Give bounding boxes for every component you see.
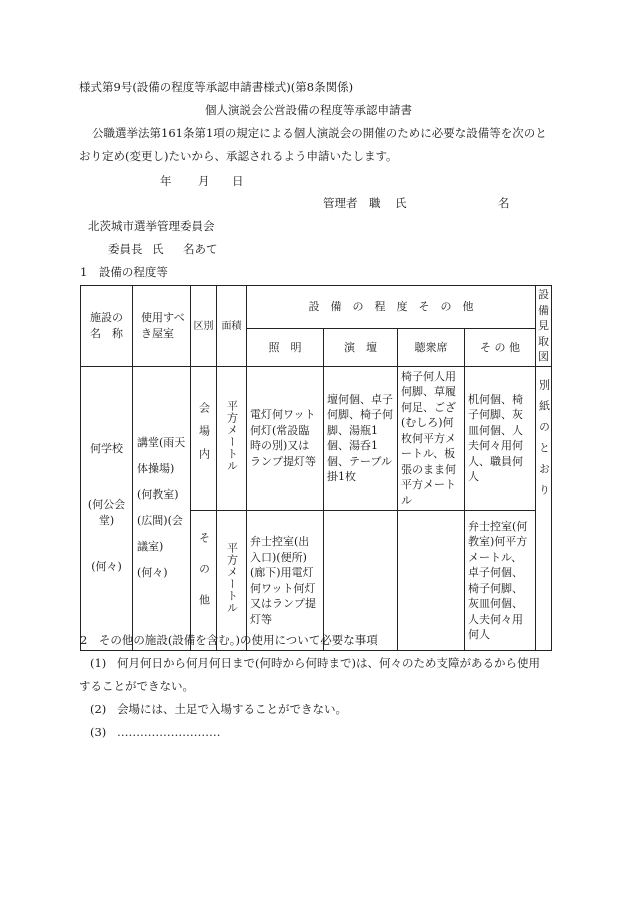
manager-label: 管理者 (323, 196, 358, 210)
chairman-surname: 氏 (152, 242, 164, 256)
item-2-text: 会場には、土足で入場することができない。 (117, 702, 347, 716)
date-day: 日 (232, 174, 244, 188)
row-venue-podium: 壇何個、卓子何脚、椅子何脚、湯瓶1個、湯呑1個、テーブル掛1枚 (324, 366, 398, 511)
row-venue-other: 机何個、椅子何脚、灰皿何個、人夫何々用何人、職員何人 (465, 366, 536, 511)
manager-given: 名 (498, 196, 510, 210)
facility-school: 何学校 (90, 442, 123, 456)
item-3-text: ……………………… (117, 725, 221, 739)
facility-other: (何々) (91, 560, 122, 574)
row-venue-seating: 椅子何人用何脚、草履何足、ござ(むしろ)何枚何平方メートル、板張のまま何平方メートル (398, 366, 465, 511)
section-1-heading: 1 設備の程度等 (80, 265, 168, 279)
row-venue-lighting: 電灯何ワット何灯(常設臨時の別)又はランプ提灯等 (247, 366, 324, 511)
header-seating: 聴衆席 (398, 329, 465, 366)
diagram-cell: 別紙のとおり (536, 366, 552, 651)
form-label: 様式第9号(設備の程度等承認申請書様式)(第8条関係) (79, 80, 354, 94)
page-title: 個人演説会公営設備の程度等承認申請書 (205, 103, 412, 117)
section-2-heading: 2 その他の施設(設備を含む。)の使用について必要な事項 (80, 633, 378, 647)
row-other-podium (324, 511, 398, 651)
row-other-type: その他 (191, 511, 217, 651)
room-cell: 講堂(雨天体操場)(何教室)(広間)(会議室)(何々) (133, 366, 191, 651)
equipment-table (80, 285, 552, 651)
facility-hall: (何公会堂) (87, 498, 126, 528)
item-1-line-1: 何月何日から何月何日まで(何時から何時まで)は、何々のため支障があるから使用 (117, 656, 540, 670)
header-podium: 演 壇 (324, 329, 398, 366)
header-type: 区別 (191, 286, 217, 367)
row-other-area: 平方メートル (217, 511, 247, 651)
header-room: 使用すべき屋室 (133, 286, 191, 367)
header-diagram: 設備見取図 (536, 286, 552, 367)
header-facility-name: 施設の名 称 (81, 286, 133, 367)
item-3-number: (3) (90, 725, 107, 739)
chairman-label: 委員長 (108, 242, 143, 256)
date-month: 月 (198, 174, 210, 188)
committee-name: 北茨城市選挙管理委員会 (88, 219, 215, 233)
item-2-number: (2) (90, 702, 107, 716)
manager-surname: 氏 (395, 196, 407, 210)
date-year: 年 (160, 174, 172, 188)
row-venue-area: 平方メートル (217, 366, 247, 511)
row-other-lighting: 弁士控室(出入口)(便所)(廊下)用電灯何ワット何灯又はランプ提灯等 (247, 511, 324, 651)
chairman-given: 名あて (183, 242, 218, 256)
row-other-other: 弁士控室(何教室)何平方メートル、卓子何個、椅子何脚、灰皿何個、人夫何々用何人 (465, 511, 536, 651)
facility-name-cell (81, 366, 133, 651)
header-equipment-group: 設 備 の 程 度 そ の 他 (247, 286, 536, 329)
item-1-line-2: することができない。 (79, 679, 194, 693)
intro-line-2: おり定め(変更し)たいから、承認されるよう申請いたします。 (79, 149, 398, 163)
header-lighting: 照 明 (247, 329, 324, 366)
header-area: 面積 (217, 286, 247, 367)
manager-occupation: 職 (369, 196, 381, 210)
row-other-seating (398, 511, 465, 651)
header-other: そ の 他 (465, 329, 536, 366)
item-1-number: (1) (90, 656, 107, 670)
intro-line-1: 公職選挙法第161条第1項の規定による個人演説会の開催のために必要な設備等を次のと (92, 126, 547, 140)
row-venue-type: 会場内 (191, 366, 217, 511)
